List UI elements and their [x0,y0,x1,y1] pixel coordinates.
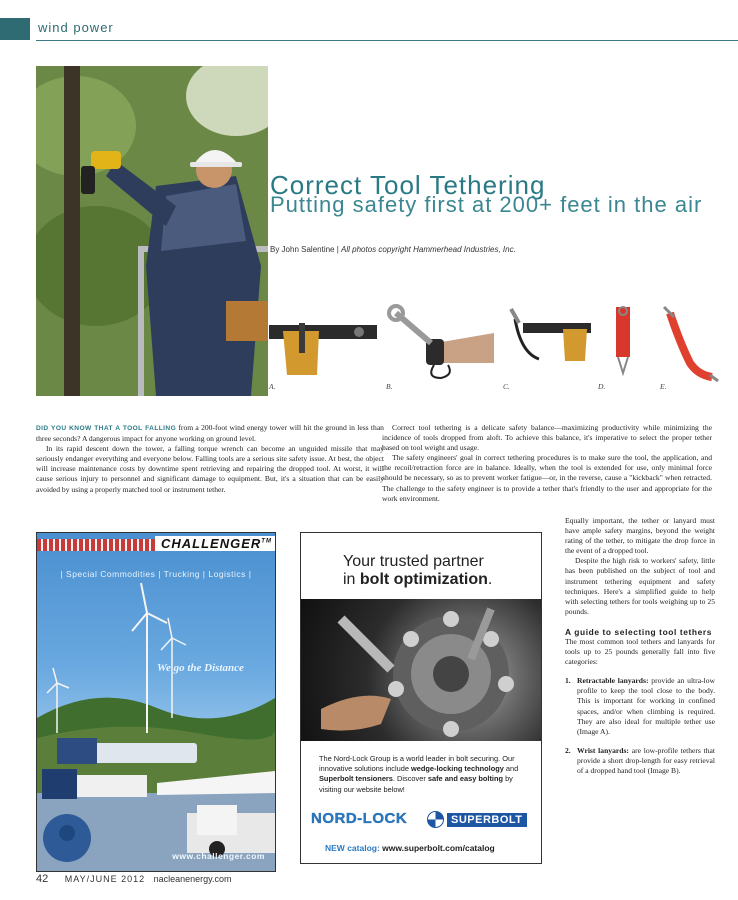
list-term: Retractable lanyards: [577,676,649,686]
copy-bold-segment: Superbolt tensioners [319,774,393,784]
body-paragraph-7: The most common tool tethers and lanyards for tools up to 25 pounds generally fall into five categories: [565,636,715,667]
headline-bold: bolt optimization [359,571,488,588]
catalog-label: NEW catalog: [325,843,380,853]
copy-bold-segment: safe and easy bolting [427,774,504,784]
hero-illustration [36,66,268,396]
body-paragraph-5: Equally important, the tether or lanyard must have ample safety margins, beyond the weight rating of the tether, to mitigate the drop force in the event of a dropped tool. [565,516,715,556]
wrist-lanyard-photo [386,303,494,383]
nordlock-headline-line2 [343,571,492,589]
copy-segment: and [503,764,519,774]
coiled-red-tether-photo [660,303,722,383]
nordlock-copy [319,754,531,795]
short-red-tether-photo [598,303,648,383]
body-paragraph-6: Despite the high risk to workers' safety, little has been published on the subject of tool and instrument tethering equipment and safety techniques. Here's a simplified guide to help with selecting tethers for tools weighing up to 25 pounds. [565,556,715,616]
challenger-url-link[interactable]: www.challenger.com [172,851,265,861]
list-number: 2. [565,745,571,755]
nordlock-headline-line1: Your trusted partner [343,553,484,570]
section-tab [0,18,30,40]
body-paragraph-3: Correct tool tethering is a delicate safety balance—maximizing productivity while minimizing the incidence of tools dropped from aloft. To achieve this balance, it's imperative to select the proper tether based on tool weight and usage. [382,423,712,453]
tool-caption-c: C. [503,382,510,391]
bolt-machinery-photo [301,599,541,741]
challenger-ad-illustration [37,533,275,871]
tool-belt-photo [269,303,377,383]
copy-segment: . Discover [392,774,428,784]
list-item [565,676,715,737]
nordlock-logo: NORD-LOCK [311,810,408,827]
body-paragraph-1 [36,423,384,444]
challenger-services: | Special Commodities | Trucking | Logistics | [60,569,252,579]
site-url: nacleanenergy.com [153,874,232,884]
page-footer [36,873,232,885]
body-paragraph-2: In its rapid descent down the tower, a falling torque wrench can become an unguided missile that may seriously endanger everything and everyone below. Falling tools are a serious site safety issue. At best, the object will increase maintenance costs by downtime spent retrieving and repairing the dropped tool. At worst, it will cause serious injury to personnel and significant damage to equipment. But, it's a situation that can be easily avoided by using a properly matched tool or instrument tether. [36,444,384,494]
tool-caption-e: E. [660,382,667,391]
article-title: Correct Tool Tethering [270,170,546,200]
list-item [565,746,715,776]
lede-text: DID YOU KNOW THAT A TOOL FALLING [36,425,177,432]
byline: By John Salentine | All photos copyright Hammerhead Industries, Inc. [270,245,516,254]
body-column-1 [36,423,384,495]
guide-subhead: A guide to selecting tool tethers [565,626,712,637]
headline-prefix: in [343,571,360,588]
list-text: provide an ultra-low profile to keep the tool close to the body. This is important for working in confined spaces, and/or when climbing is required. They are also ideal for multiple tether use (Image A). [577,676,715,736]
copy-bold-segment: wedge-locking technology [411,764,504,774]
copy-segment: The Nord-Lock Group is a world leader in bolt securing. Our innovative solutions include [319,754,515,774]
body-paragraph-4: The safety engineers' goal in correct tethering procedures is to make sure the tool, the application, and the recoil/retraction force are in balance. Ideally, when the tool is extended for use, only minimal force should be necessary, so as to prevent worker fatigue—or, in the reverse, cause a "kickback" when retracted. The challenge to the safety engineer is to provide a tether that's friendly to the user and appropriate for the work environment. [382,453,712,503]
nordlock-ad[interactable] [300,532,542,864]
copy-segment: by visiting our website below! [319,774,513,794]
catalog-url[interactable]: www.superbolt.com/catalog [382,843,495,853]
body-column-2 [382,423,712,504]
challenger-slogan: We go the Distance [157,662,244,674]
byline-author: By John Salentine [270,245,335,254]
tool-caption-b: B. [386,382,393,391]
belt-lanyard-photo [503,303,591,383]
tool-caption-d: D. [598,382,606,391]
section-rule [36,40,738,41]
tool-caption-a: A. [269,382,276,391]
list-text: are low-profile tethers that provide a short drop-length for easy retrieval of a dropped hand tool (Image B). [577,745,715,775]
superbolt-globe-icon [427,811,444,828]
list-number: 1. [565,676,571,686]
challenger-ad[interactable] [36,532,276,872]
byline-credit: All photos copyright Hammerhead Industries, Inc. [341,245,516,254]
trademark-mark: TM [261,538,272,545]
paragraph-1-text: from a 200-foot wind energy tower will hit the ground in less than three seconds? A dangerous impact for anyone working on ground level. [36,423,384,444]
article-subtitle: Putting safety first at 200+ feet in the air [270,192,703,217]
body-column-3 [565,516,715,776]
challenger-brand-text: CHALLENGER [161,536,262,551]
hero-photo [36,66,268,396]
page-number: 42 [36,873,49,885]
superbolt-logo: SUPERBOLT [447,813,527,827]
issue-date: MAY/JUNE 2012 [64,874,146,884]
section-label: wind power [38,20,114,35]
list-term: Wrist lanyards: [577,745,629,755]
headline-suffix: . [487,571,493,588]
catalog-link[interactable] [325,843,495,853]
